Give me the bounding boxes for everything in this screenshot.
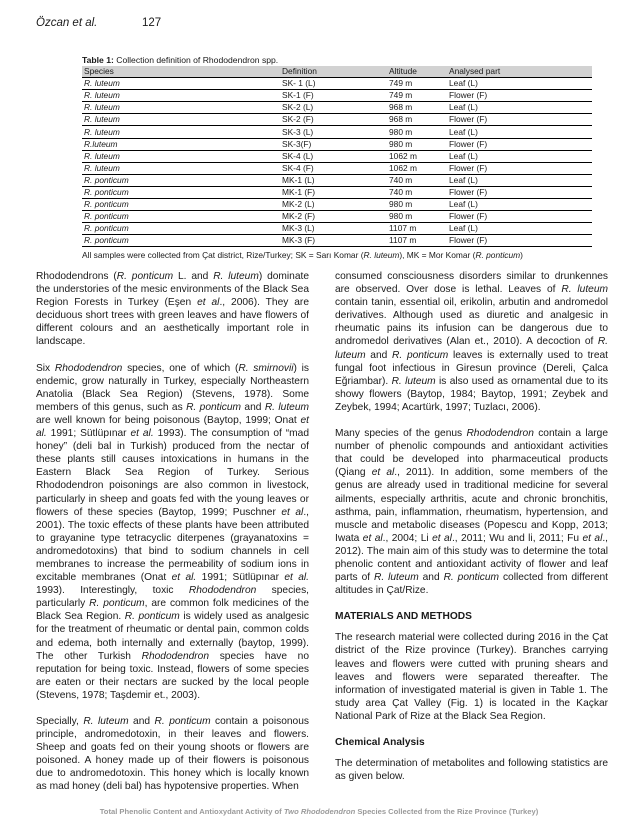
table-cell: 1062 m — [389, 162, 417, 173]
table-row — [82, 102, 592, 114]
text-run: and — [241, 401, 265, 413]
italic-run: et al. — [36, 414, 309, 440]
table-row — [82, 174, 592, 186]
italic-run: et al. — [171, 572, 197, 584]
table-cell: MK-3 (L) — [282, 223, 315, 234]
section-heading: MATERIALS AND METHODS — [335, 611, 472, 623]
italic-run: R. ponticum — [392, 349, 449, 361]
table-cell: Flower (F) — [449, 186, 488, 197]
text-run: ., 2012). The main aim of this study was to determine the total phenolic content and antioxidant activity of flower and leaf parts of — [335, 532, 609, 584]
table-row — [82, 211, 592, 223]
italic-run: Rhododendron — [141, 650, 210, 662]
paragraph — [36, 715, 309, 794]
text-run: ) dominate the understories of the mesic environments of the Black Sea Region Forests in Turkey (Eşen — [36, 271, 309, 309]
table-cell: 980 m — [389, 138, 413, 149]
italic-run: R. ponticum — [124, 611, 180, 623]
text-run: The research material were collected during 2016 in the Çat district of the Rize province (Turkey). Branches carrying leaves and flowers were cutted with pruning shears and leaves and flowers were separated thereafter. The information of investigated material is given in Table 1. The study area Çat Valley (Fig. 1) is located in the Kaçkar National Park of Rize at the Black Sea Region. — [335, 632, 608, 722]
table-row — [82, 90, 592, 102]
table-cell: Flower (F) — [449, 138, 488, 149]
table-cell: SK-3(F) — [282, 138, 312, 149]
species-cell: R. ponticum — [84, 223, 129, 234]
table-cell: SK- 1 (L) — [282, 78, 316, 89]
italic-run: R. ponticum — [186, 401, 242, 413]
text-run: ) is endemic, grow naturally in Turkey, especially Northeastern Anatolia (Black Sea Region) (Stevens, 1978). Some members of this genus, such as — [36, 362, 309, 413]
table-cell: Leaf (L) — [449, 102, 478, 113]
text-run: 1991; Sütlüpınar — [46, 428, 131, 440]
table-cell: 1062 m — [389, 150, 417, 161]
table-cell: Leaf (L) — [449, 223, 478, 234]
table-cell: SK-4 (L) — [282, 150, 314, 161]
text-run: collected from different altitudes in Çat/Rize. — [335, 572, 608, 597]
species-cell: R. luteum — [84, 78, 120, 89]
table-cell: 980 m — [389, 199, 413, 210]
table-cell: Leaf (L) — [449, 199, 478, 210]
table-cell: 968 m — [389, 114, 413, 125]
text-run: species have no reputation for being toxic. Instead, flowers of some species are eaten or their nectars are sucked by the local people (Stevens, 1978; Taşdemir et., 2003). — [36, 650, 309, 701]
italic-run: Rhododendron — [466, 428, 534, 440]
species-cell: R. luteum — [84, 114, 120, 125]
subsection-heading: Chemical Analysis — [335, 737, 425, 748]
text-run: , are common folk medicines of the Black Sea Region. — [36, 598, 310, 623]
paragraph — [36, 362, 309, 702]
table-cell: Leaf (L) — [449, 174, 478, 185]
table-cell: Flower (F) — [449, 235, 488, 246]
table-footnote — [82, 250, 592, 260]
table-cell: Leaf (L) — [449, 126, 478, 137]
italic-run: R. luteum — [561, 284, 608, 296]
text-run: contain a large number of phenolic compounds and antioxidant activities that could be developed into pharmaceutical products (Qiang — [335, 428, 608, 479]
table-cell: 968 m — [389, 102, 413, 113]
italic-run: et al — [362, 532, 383, 544]
running-footer — [0, 807, 638, 816]
text-run: The determination of metabolites and following statistics are as given below. — [335, 758, 608, 783]
table-cell: MK-2 (F) — [282, 211, 316, 222]
left-text-column — [36, 270, 309, 807]
italic-run: R. luteum — [391, 375, 436, 387]
footnote-species: R. ponticum — [475, 250, 521, 261]
paragraph — [335, 631, 608, 723]
text-run: Many species of the genus — [335, 428, 467, 440]
species-cell: R. ponticum — [84, 199, 129, 210]
table-cell: 740 m — [389, 174, 413, 185]
paragraph — [335, 427, 608, 597]
table-body — [82, 78, 592, 247]
species-cell: R. ponticum — [84, 174, 129, 185]
species-cell: R. ponticum — [84, 186, 129, 197]
species-cell: R. luteum — [84, 126, 120, 137]
text-run: and — [365, 349, 393, 361]
italic-run: R. luteum — [213, 271, 259, 282]
table-cell: Flower (F) — [449, 114, 488, 125]
table-cell: Leaf (L) — [449, 150, 478, 161]
table-cell: Flower (F) — [449, 211, 488, 222]
table-row — [82, 114, 592, 126]
table-row — [82, 199, 592, 211]
table-row — [82, 78, 592, 90]
text-run: 1993). Interestingly, toxic — [36, 585, 189, 597]
table-cell: 1107 m — [389, 223, 417, 234]
text-run: Specially, — [36, 716, 84, 727]
table-caption-label: Table 1: — [82, 55, 114, 65]
table-cell: MK-3 (F) — [282, 235, 316, 246]
right-text-column — [335, 270, 608, 796]
italic-run: R. ponticum — [154, 716, 211, 727]
text-run: leaves is externally used to treat fungal foot infectious in Giresun province (Dereli, Çalca Eğriambar). — [335, 349, 608, 387]
running-header — [36, 17, 162, 29]
text-run: ., 2004; Li — [382, 532, 433, 544]
footer-text: Species Collected from the Rize Province (Turkey) — [355, 807, 539, 816]
text-run: ., 2011; Wu and li, 2011; Fu — [451, 532, 583, 544]
footer-text-italic: Two Rhododendron — [283, 807, 356, 816]
italic-run: R. luteum — [374, 572, 419, 584]
table-cell: 980 m — [389, 211, 413, 222]
column-header: Species — [84, 66, 114, 77]
species-cell: R. luteum — [84, 150, 120, 161]
table-caption-text: Collection definition of Rhododendron spp. — [113, 55, 279, 65]
table-row — [82, 223, 592, 235]
column-header: Definition — [282, 66, 317, 77]
table-cell: Flower (F) — [449, 162, 488, 173]
footnote-text: All samples were collected from Çat district, Rize/Turkey; SK = Sarı Komar ( — [82, 250, 364, 261]
table-row — [82, 235, 592, 247]
text-run: are well known for being poisonous (Baytop, 1999; Onat — [36, 414, 301, 426]
species-cell: R. ponticum — [84, 211, 129, 222]
species-cell: R. luteum — [84, 102, 120, 113]
italic-run: et al — [432, 532, 452, 544]
species-cell: R.luteum — [84, 138, 118, 149]
table-cell: SK-2 (F) — [282, 114, 314, 125]
table-row — [82, 138, 592, 150]
italic-run: et al. — [130, 428, 154, 440]
table-cell: SK-4 (F) — [282, 162, 314, 173]
table-header-row — [82, 66, 592, 78]
italic-run: et al. — [284, 572, 309, 584]
page-number: 127 — [142, 17, 162, 29]
italic-run: Rhododendron — [54, 362, 123, 374]
italic-run: R. ponticum — [116, 271, 174, 282]
collection-table — [82, 66, 592, 247]
table-cell: 740 m — [389, 186, 413, 197]
italic-run: R. luteum — [335, 336, 608, 361]
species-cell: R. luteum — [84, 162, 120, 173]
table-cell: 749 m — [389, 90, 413, 101]
table-cell: Flower (F) — [449, 90, 488, 101]
table-cell: MK-1 (F) — [282, 186, 316, 197]
text-run: is also used as ornamental due to its showy flowers (Baytop, 1984; Baytop, 1991; Zeybek and Zeybek, 1994; Acartürk, 1997; Tuzlacı, 2006). — [335, 375, 608, 413]
text-run: ., 2011). In addition, some members of the genus are already used in traditional medicine for several ailments, especially arthritis, acute and chronic bronchitis, asthma, pain, inflammation, rheumatism, hypertension, and muscle and metabolic diseases (Popescu and Kopp, 2013; Iwata — [335, 467, 608, 544]
table-row — [82, 186, 592, 198]
species-cell: R. ponticum — [84, 235, 129, 246]
text-run: Six — [36, 362, 55, 374]
table-cell: 1107 m — [389, 235, 417, 246]
text-run: species, one of which ( — [122, 362, 239, 374]
table-cell: 980 m — [389, 126, 413, 137]
text-run: Rhododendrons ( — [36, 271, 117, 282]
header-author: Özcan et al. — [36, 17, 98, 29]
table-row — [82, 150, 592, 162]
italic-run: et al — [371, 467, 395, 479]
table-caption — [82, 55, 592, 65]
footer-text: Total Phenolic Content and Antioxydant Activity of — [99, 807, 284, 816]
italic-run: R. ponticum — [443, 572, 500, 584]
column-header: Altitude — [389, 66, 417, 77]
text-run: ., 2001). The toxic effects of these plants have been attributed to grayanine type tetracyclic diterpenes (grayanatoxins = andromedotoxins) that bind to sodium channels in cell membranes to increase the permeability of sodium ions in excitable membranes (Onat — [36, 506, 309, 584]
italic-run: Rhododendron — [188, 585, 257, 597]
paragraph — [335, 757, 608, 783]
italic-run: R. luteum — [83, 716, 129, 727]
text-run: ., 2006). They are deciduous short trees with green leaves and have flowers of different colours and an aesthetically important role in landscape. — [36, 297, 309, 348]
text-run: contain a poisonous principle, andromedotoxin, in their leaves and flowers. Sheep and goats fed on their young shoots or flowers are poisoned. A honey made up of their flowers is poisonous due to andromedotoxin. This honey which is locally known as mad honey (deli bal) has hypotensive properties. When — [36, 716, 309, 793]
footnote-species: R. luteum — [363, 250, 400, 261]
column-header: Analysed part — [449, 66, 501, 77]
italic-run: et al — [582, 532, 603, 544]
species-cell: R. luteum — [84, 90, 120, 101]
paragraph — [36, 270, 309, 349]
text-run: is widely used as analgesic for the treatment of rheumatic or dental pain, common colds and edema, both internally and externally (baytop, 1999). The other Turkish — [36, 611, 309, 662]
text-run: consumed consciousness disorders similar to drunkennes are observed. Over dose is lethal. Leaves of — [335, 271, 608, 296]
collection-table-block — [82, 55, 592, 260]
table-cell: MK-2 (L) — [282, 199, 315, 210]
text-run: 1991; Sütlüpınar — [196, 572, 285, 584]
table-cell: SK-2 (L) — [282, 102, 314, 113]
text-run: and — [418, 572, 444, 584]
text-run: contain tanin, essential oil, erikolin, arbutin and andromedol derivatives. Although used as diuretic and analgesic in rheumatic pains its infusion can be dangerous due to andromedol derivatives (Alan et., 2010). A decoction of — [335, 297, 608, 348]
table-cell: SK-3 (L) — [282, 126, 314, 137]
text-run: and — [128, 716, 155, 727]
table-cell: Leaf (L) — [449, 78, 478, 89]
table-cell: MK-1 (L) — [282, 174, 315, 185]
table-cell: SK-1 (F) — [282, 90, 314, 101]
table-row — [82, 126, 592, 138]
table-row — [82, 162, 592, 174]
italic-run: R. smirnovii — [238, 362, 294, 374]
footnote-text: ) — [520, 250, 523, 261]
italic-run: et al — [197, 297, 220, 309]
text-run: 1993). The consumption of “mad honey” (deli bal in Turkish) produced from the nectar of these plants still causes intoxications in humans in the Eastern Black Sea Region of Turkey. Serious Rhododendron poisonings are also common in livestock, particularly in sheep and goats fed with the young leaves or flowers of these species (Baytop, 1999; Puschner — [36, 428, 309, 518]
text-run: L. and — [173, 271, 214, 282]
italic-run: R. luteum — [264, 401, 309, 413]
footnote-text: ), MK = Mor Komar ( — [399, 250, 476, 261]
italic-run: et al — [281, 506, 304, 518]
paragraph — [335, 270, 608, 414]
text-run: species, particularly — [36, 585, 310, 610]
italic-run: R. ponticum — [89, 598, 145, 610]
table-cell: 749 m — [389, 78, 413, 89]
